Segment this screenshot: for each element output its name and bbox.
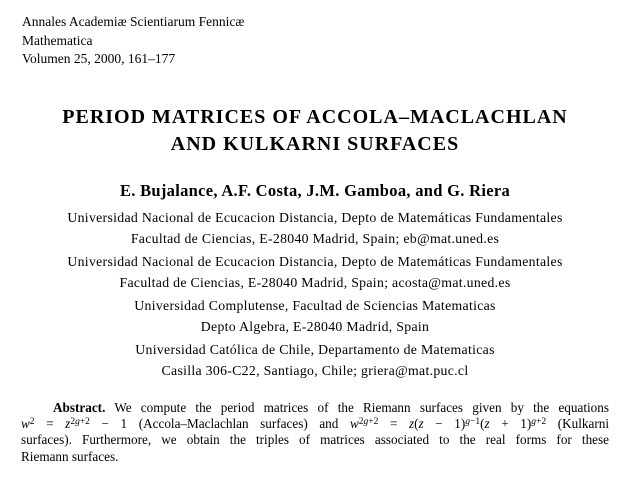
affiliation-line: Casilla 306-C22, Santiago, Chile; griera@mat.puc.cl: [161, 363, 469, 378]
abstract: [21, 400, 609, 465]
paper-title-line1: PERIOD MATRICES OF ACCOLA–MACLACHLAN: [62, 106, 568, 128]
affiliation-line: Universidad Nacional de Ecucacion Distancia, Depto de Matemáticas Fundamentales: [67, 210, 563, 225]
affiliation-line: Universidad Complutense, Facultad de Sciencias Matematicas: [134, 298, 496, 313]
affiliation-group: [0, 339, 630, 381]
affiliation-line: Universidad Nacional de Ecucacion Distancia, Depto de Matemáticas Fundamentales: [67, 254, 563, 269]
affiliation-line: Facultad de Ciencias, E-28040 Madrid, Spain; eb@mat.uned.es: [130, 231, 500, 246]
paper-title: [0, 104, 630, 158]
paper-title-line2: AND KULKARNI SURFACES: [170, 133, 460, 155]
abstract-label: Abstract.: [53, 400, 106, 415]
affiliations: [0, 207, 630, 383]
journal-name: Annales Academiæ Scientiarum Fennicæ: [22, 14, 245, 29]
abstract-text-line3: surfaces). Furthermore, we obtain the triples of matrices associated to the real forms for these: [21, 432, 609, 448]
abstract-line: [21, 400, 609, 416]
affiliation-group: [0, 295, 630, 337]
authors-line: E. Bujalance, A.F. Costa, J.M. Gamboa, and G. Riera: [119, 181, 511, 200]
abstract-line: [21, 432, 609, 448]
affiliation-line: Depto Algebra, E-28040 Madrid, Spain: [200, 319, 430, 334]
journal-series: Mathematica: [22, 32, 93, 48]
abstract-line: [21, 449, 609, 465]
abstract-text-line4: Riemann surfaces.: [21, 448, 119, 464]
journal-volume-pages: Volumen 25, 2000, 161–177: [22, 51, 176, 66]
affiliation-group: [0, 251, 630, 293]
abstract-text-line2: $w^2 = z^{2g+2} - 1$ (Accola–Maclachlan surfaces) and $w^{2g+2} = z(z - 1)^{g-1}(z + 1)^{g+2}$ (Kulkarni: [21, 416, 610, 432]
affiliation-line: Facultad de Ciencias, E-28040 Madrid, Spain; acosta@mat.uned.es: [119, 275, 511, 290]
abstract-line: [21, 416, 609, 432]
affiliation-group: [0, 207, 630, 249]
affiliation-line: Universidad Católica de Chile, Departamento de Matematicas: [135, 342, 495, 357]
abstract-text-line1: We compute the period matrices of the Riemann surfaces given by the equations: [114, 400, 609, 415]
journal-header: [22, 13, 244, 69]
